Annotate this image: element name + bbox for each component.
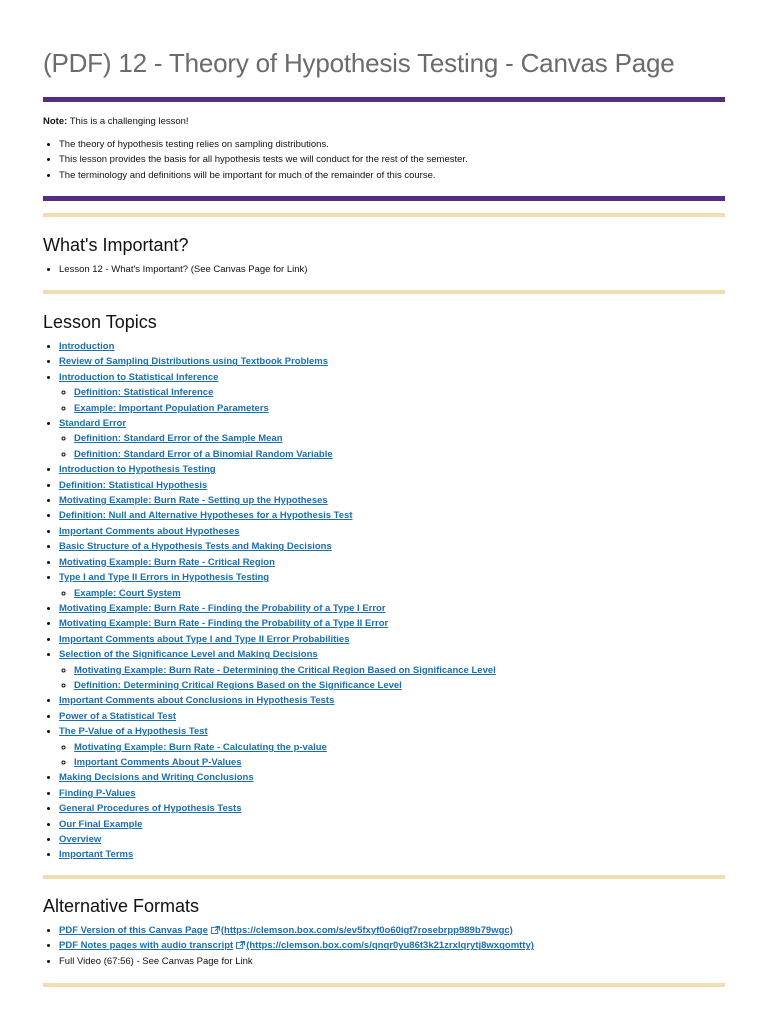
list-item: • Full Video (67:56) - See Canvas Page for Link	[59, 954, 534, 969]
topic-link[interactable]: Motivating Example: Burn Rate - Setting up the Hypotheses	[59, 495, 328, 507]
alternative-formats-list	[43, 923, 534, 969]
external-link-icon	[211, 926, 220, 934]
topic-link[interactable]: Definition: Standard Error of a Binomial Random Variable	[74, 448, 333, 460]
list-item	[59, 938, 534, 953]
topic-link[interactable]: Overview	[59, 834, 102, 845]
pdf-notes-link[interactable]: PDF Notes pages with audio transcript	[59, 940, 234, 952]
topic-link[interactable]: Definition: Statistical Inference	[74, 387, 214, 399]
divider-tan	[43, 290, 725, 294]
page-title: (PDF) 12 - Theory of Hypothesis Testing - Canvas Page	[43, 48, 675, 78]
topic-link[interactable]: Introduction	[59, 341, 115, 352]
list-item: • Lesson 12 - What's Important? (See Canvas Page for Link)	[59, 262, 307, 277]
topic-link[interactable]: Important Comments about Hypotheses	[59, 525, 240, 537]
topic-link[interactable]: Definition: Determining Critical Regions Based on the Significance Level	[74, 679, 402, 691]
topic-link[interactable]: Our Final Example	[59, 818, 143, 830]
topic-link[interactable]: Definition: Null and Alternative Hypotheses for a Hypothesis Test	[59, 510, 353, 522]
topic-link[interactable]: Introduction to Statistical Inference	[59, 371, 219, 383]
intro-list	[43, 137, 468, 183]
list-item: • This lesson provides the basis for all hypothesis tests we will conduct for the rest of the semester.	[59, 152, 468, 167]
list-item: • The theory of hypothesis testing relies on sampling distributions.	[59, 137, 468, 152]
divider-purple	[43, 196, 725, 201]
topic-link[interactable]: Important Comments About P-Values	[74, 756, 242, 768]
divider-tan	[43, 213, 725, 217]
topic-link[interactable]: Motivating Example: Burn Rate - Critical Region	[59, 556, 275, 568]
topic-link[interactable]: The P-Value of a Hypothesis Test	[59, 726, 208, 738]
external-link-icon	[236, 941, 245, 949]
topic-link[interactable]: Finding P-Values	[59, 787, 136, 799]
topic-link[interactable]: Selection of the Significance Level and Making Decisions	[59, 649, 318, 661]
divider-tan	[43, 983, 725, 987]
topic-link[interactable]: Motivating Example: Burn Rate - Finding the Probability of a Type I Error	[59, 602, 386, 614]
topic-link[interactable]: Important Comments about Type I and Type II Error Probabilities	[59, 633, 350, 645]
topic-link[interactable]: Power of a Statistical Test	[59, 710, 177, 722]
topic-link[interactable]: General Procedures of Hypothesis Tests	[59, 803, 242, 815]
divider-tan	[43, 875, 725, 879]
topic-link[interactable]: Important Terms	[59, 849, 134, 861]
topic-link[interactable]: Motivating Example: Burn Rate - Determining the Critical Region Based on Significance Level	[74, 664, 496, 676]
topic-link[interactable]: Important Comments about Conclusions in Hypothesis Tests	[59, 695, 335, 707]
lesson-topics-list	[43, 339, 496, 863]
topic-link[interactable]: Example: Court System	[74, 587, 181, 599]
whats-important-list	[43, 262, 307, 277]
pdf-notes-url[interactable]: (https://clemson.box.com/s/qnqr0yu86t3k21zrxlqrytj8wxgomtty)	[246, 940, 534, 952]
list-item: • The terminology and definitions will be important for much of the remainder of this course.	[59, 168, 468, 183]
topic-link[interactable]: Motivating Example: Burn Rate - Finding the Probability of a Type II Error	[59, 618, 389, 630]
heading-whats-important: What's Important?	[43, 235, 189, 255]
note-label: Note:	[43, 116, 68, 127]
divider-purple	[43, 97, 725, 102]
heading-alternative-formats: Alternative Formats	[43, 896, 200, 916]
pdf-version-link[interactable]: PDF Version of this Canvas Page	[59, 925, 208, 936]
topic-link[interactable]: Basic Structure of a Hypothesis Tests and Making Decisions	[59, 541, 332, 553]
note-text: This is a challenging lesson!	[67, 116, 189, 127]
topic-link[interactable]: Standard Error	[59, 418, 127, 430]
topic-link[interactable]: Definition: Statistical Hypothesis	[59, 479, 208, 491]
topic-link[interactable]: Example: Important Population Parameters	[74, 402, 269, 414]
list-item	[59, 923, 534, 938]
topic-link[interactable]: Type I and Type II Errors in Hypothesis Testing	[59, 572, 270, 584]
pdf-version-url[interactable]: (https://clemson.box.com/s/ev5fxyf0o60igf7rosebrpp989b79wgc)	[220, 925, 513, 936]
topic-link[interactable]: Introduction to Hypothesis Testing	[59, 464, 216, 476]
topic-link[interactable]: Making Decisions and Writing Conclusions	[59, 772, 254, 784]
topic-link[interactable]: Review of Sampling Distributions using Textbook Problems	[59, 356, 329, 368]
topic-link[interactable]: Definition: Standard Error of the Sample Mean	[74, 433, 283, 445]
note	[43, 116, 189, 127]
heading-lesson-topics: Lesson Topics	[43, 312, 157, 332]
topic-link[interactable]: Motivating Example: Burn Rate - Calculating the p-value	[74, 741, 327, 753]
